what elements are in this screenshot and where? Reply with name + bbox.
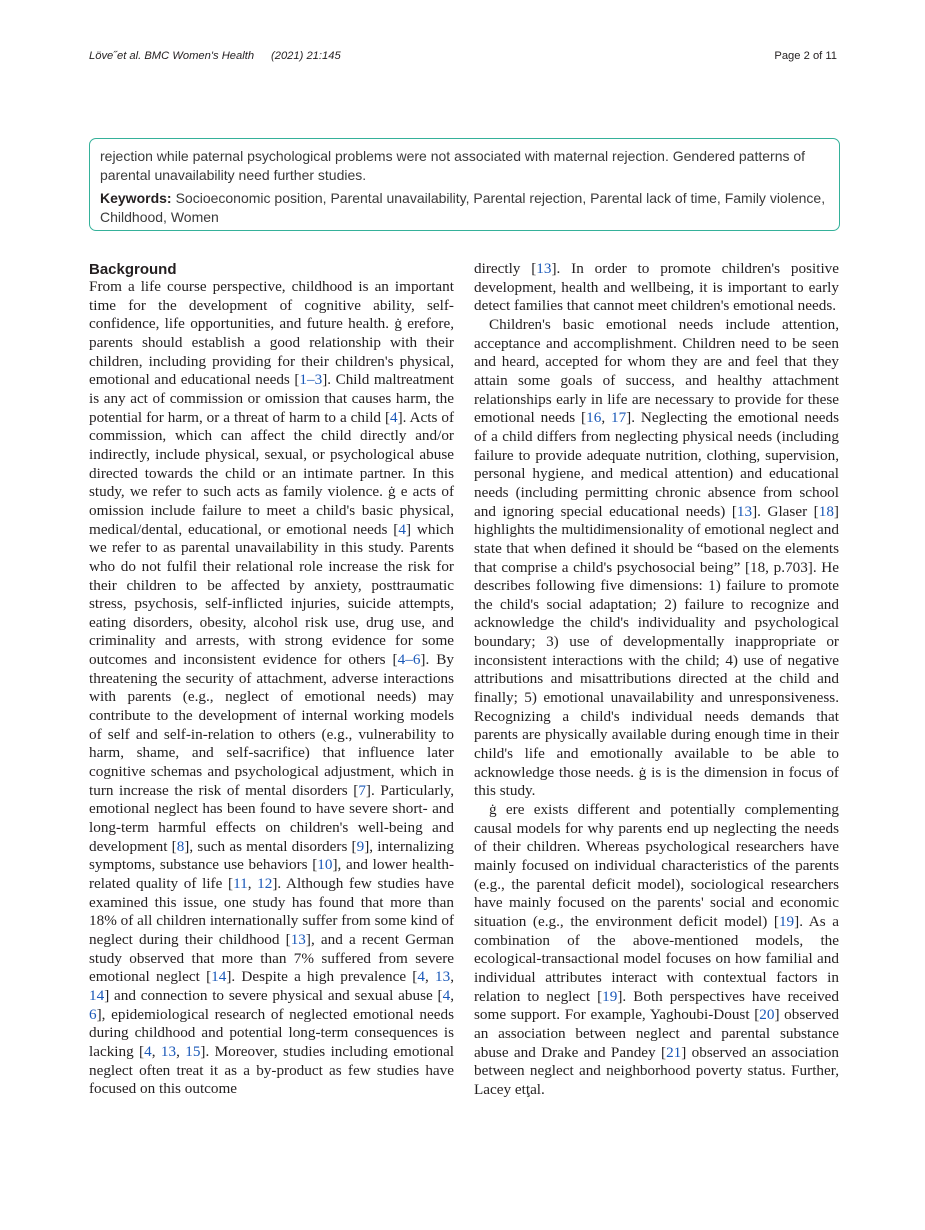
body-paragraph: From a life course perspective, childhood is an important time for the development of cognitive ability, self-confidence, life opportunities, and future health. ġ erefore, parents should establish a good relationship with their children, including providing for their children's physical, emotional and educational needs [1–3]. Child maltreatment is any act of commission or omission that causes harm, the potential for harm, or a threat of harm to a child [4]. Acts of commission, which can affect the child directly and/or indirectly, include physical, sexual, or psychological abuse directed towards the child or an intimate partner. In this study, we refer to such acts as family violence. ġ e acts of omission include failure to meet a child's basic physical, medical/dental, educational, or emotional needs [4] which we refer to as parental unavailability in this study. Parents who do not fulfil their relational role increase the risk for their children to be affected by anxiety, posttraumatic stress, psychosis, self-inflicted injuries, suicide attempts, eating disorders, obesity, alcohol risk use, drug use, and criminality and arrests, with strong evidence for some outcomes and inconsistent evidence for others [4–6]. By threatening the security of attachment, adverse interactions with parents (e.g., neglect of emotional needs) may contribute to the development of internal working models of self and self-in-relation to others (e.g., vulnerability to harm, shame, and self-sacrifice) that influence later cognitive schemas and psychological adjustment, which in turn increase the risk of mental disorders [7]. Particularly, emotional neglect has been found to have severe short- and long-term harmful effects on children's well-being and development [8], such as mental disorders [9], internalizing symptoms, substance use behaviors [10], and lower health-related quality of life [11, 12]. Although few studies have examined this issue, one study has found that more than 18% of all children internationally suffer from some kind of neglect during their childhood [13], and a recent German study observed that more than 7% suffered from severe emotional neglect [14]. Despite a high prevalence [4, 13, 14] and connection to severe physical and sexual abuse [4, 6], epidemiological research of neglected emotional needs during childhood and potential long-term consequences is lacking [4, 13, 15]. Moreover, studies including emotional neglect often treat it as a by-product as few studies have focused on this outcome xyxy=(89,278,455,1098)
keywords-label: Keywords: xyxy=(100,190,172,207)
citation-link[interactable]: 13 xyxy=(536,260,552,277)
abstract-continuation: rejection while paternal psychological problems were not associated with maternal rejection. Gendered patterns of parental unavailability need further studies. xyxy=(100,148,806,183)
citation-link[interactable]: 14 xyxy=(211,968,227,986)
citation-link[interactable]: 16 xyxy=(586,409,602,427)
abstract-box xyxy=(89,138,840,231)
citation-link[interactable]: 13 xyxy=(435,968,451,986)
citation-link[interactable]: 9 xyxy=(356,837,365,855)
citation-link[interactable]: 21 xyxy=(666,1043,682,1061)
citation-link[interactable]: 13 xyxy=(160,1042,177,1060)
citation-link[interactable]: 4 xyxy=(417,968,425,986)
keywords-text: Socioeconomic position, Parental unavailability, Parental rejection, Parental lack of time, Family violence, Childhood, Women xyxy=(100,190,826,225)
citation-link[interactable]: 15 xyxy=(185,1042,201,1060)
citation-link[interactable]: 13 xyxy=(290,930,306,948)
citation-link[interactable]: 18 xyxy=(818,502,834,520)
citation-link[interactable]: 13 xyxy=(736,502,753,520)
body-paragraph: directly [13]. In order to promote children's positive development, health and wellbeing, it is important to early detect families that cannot meet children's emotional needs. xyxy=(474,260,839,315)
citation-link[interactable]: 19 xyxy=(778,912,795,930)
citation-link[interactable]: 10 xyxy=(317,856,333,874)
citation-link[interactable]: 4 xyxy=(390,408,398,426)
left-column xyxy=(89,260,454,1099)
citation-link[interactable]: 6 xyxy=(89,1005,97,1023)
citation-link[interactable]: 20 xyxy=(759,1006,775,1024)
citation-link[interactable]: 11 xyxy=(233,875,248,892)
journal-citation: Löve˝et al. BMC Women's Health xyxy=(89,50,255,62)
page-number: Page 2 of 11 xyxy=(774,50,837,62)
citation-link[interactable]: 8 xyxy=(176,837,185,855)
citation-link[interactable]: 1–3 xyxy=(299,371,323,389)
citation-link[interactable]: 17 xyxy=(610,409,627,427)
citation-link[interactable]: 19 xyxy=(602,987,618,1005)
citation-link[interactable]: 14 xyxy=(89,986,105,1004)
citation-link[interactable]: 12 xyxy=(257,875,273,892)
citation-link[interactable]: 4 xyxy=(398,520,406,538)
volume-issue: (2021) 21:145 xyxy=(271,50,341,62)
right-column xyxy=(474,260,839,1100)
keywords-line xyxy=(100,189,829,226)
citation-link[interactable]: 4 xyxy=(144,1042,152,1060)
section-title-background: Background xyxy=(89,261,177,278)
citation-link[interactable]: 4–6 xyxy=(397,651,421,669)
body-paragraph: ġ ere exists different and potentially complementing causal models for why parents end up neglecting the needs of their children. Whereas psychological researchers have mainly focused on individual characteristics of the parents (e.g., the parental deficit model), sociological researchers have mainly focused on the parents' social and economic situation (e.g., the environment deficit model) [19]. As a combination of the above-mentioned models, the ecological-transactional model focuses on how familial and individual attributes interact with contextual factors in relation to neglect [19]. Both perspectives have received some support. For example, Yaghoubi-Doust [20] observed an association between neglect and parental substance abuse and Drake and Pandey [21] observed an association between neglect and neighborhood poverty status. Further, Lacey etţal. xyxy=(474,801,839,1098)
body-paragraph: Children's basic emotional needs include attention, acceptance and accomplishment. Children need to be seen and heard, accepted for whom they are and feel that they attain some goals of success, and healthy attachment relationships early in life are necessary to provide for these emotional needs [16, 17]. Neglecting the emotional needs of a child differs from neglecting physical needs (including failure to provide adequate nutrition, clothing, supervision, personal hygiene, and medical attention) and educational needs (including permitting chronic absence from school and ignoring special educational needs) [13]. Glaser [18] highlights the multidimensionality of emotional neglect and state that when defined it should be “based on the elements that comprise a child's psychosocial being” [18, p.703]. He describes following five dimensions: 1) failure to promote the child's social adaptation; 2) failure to recognize and acknowledge the child's individuality and psychological boundary; 3) use of developmentally inappropriate or inconsistent interactions with the child; 4) use of negative attributions and misattributions directed at the child and finally; 5) emotional unavailability and unresponsiveness. Recognizing a child's individual needs demands that parents are physically available during enough time in their child's life and emotionally available to be able to acknowledge those needs. ġ is is the dimension in focus of this study. xyxy=(474,315,840,800)
citation-link[interactable]: 4 xyxy=(442,986,451,1004)
citation-link[interactable]: 7 xyxy=(358,781,366,799)
